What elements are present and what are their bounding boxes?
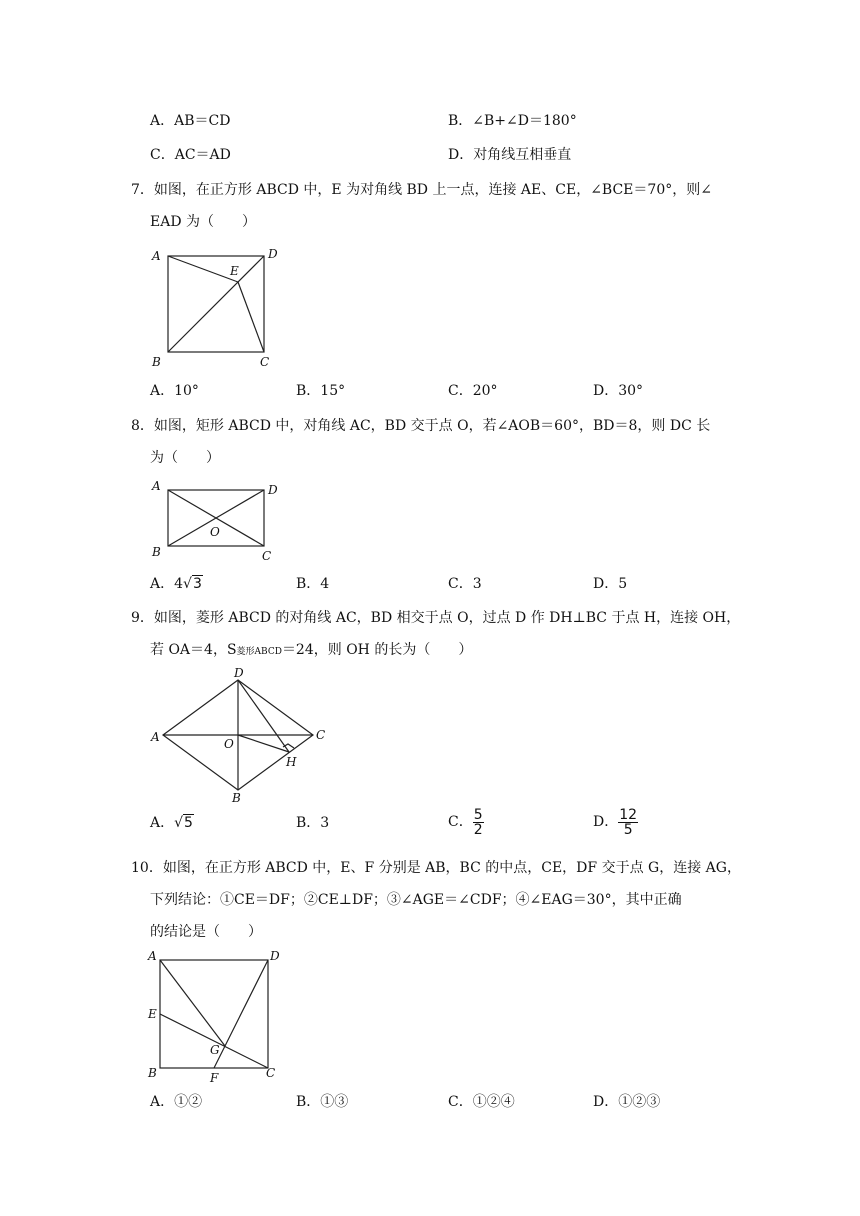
q8-option-c[interactable]: C．3 [448, 576, 482, 592]
q10-label-c: C [266, 1066, 276, 1080]
q10-option-d[interactable]: D．①②③ [593, 1094, 661, 1110]
q9-option-d[interactable] [593, 805, 638, 839]
q10-stem-line1: 10．如图，在正方形 ABCD 中，E、F 分别是 AB，BC 的中点，CE，DF 交于点 G，连接 AG， [131, 860, 741, 876]
q9-option-d-numerator: 12 [619, 806, 638, 823]
q7-label-e: E [230, 264, 239, 278]
q10-label-a: A [148, 949, 157, 963]
q9-option-a-radicand: 5 [184, 815, 193, 831]
q7-stem-line1: 7．如图，在正方形 ABCD 中，E 为对角线 BD 上一点，连接 AE、CE，∠BCE＝70°，则∠ [131, 182, 712, 198]
fraction [618, 808, 638, 837]
q9-option-d-prefix: D． [593, 814, 619, 830]
q6-option-d[interactable]: D．对角线互相垂直 [448, 147, 572, 163]
q7-label-b: B [152, 355, 161, 369]
q9-option-c-numerator: 5 [473, 806, 483, 823]
q7-label-c: C [260, 355, 270, 369]
q8-option-a-radicand: 3 [192, 576, 202, 592]
q9-label-a: A [151, 730, 160, 744]
fraction [473, 808, 484, 837]
q6-option-a[interactable]: A．AB＝CD [150, 113, 231, 129]
q9-label-d: D [234, 666, 244, 680]
q8-figure [148, 478, 288, 564]
q8-option-d[interactable]: D．5 [593, 576, 628, 592]
q8-label-b: B [152, 545, 161, 559]
q9-label-b: B [232, 791, 241, 805]
q8-label-a: A [152, 479, 161, 493]
q9-option-b[interactable]: B．3 [296, 815, 330, 831]
q7-option-a[interactable]: A．10° [150, 383, 199, 399]
q10-label-f: F [210, 1071, 219, 1084]
q10-label-g: G [210, 1043, 220, 1057]
q7-option-d[interactable]: D．30° [593, 383, 644, 399]
q9-option-c-denominator: 2 [473, 821, 483, 838]
q8-label-d: D [268, 483, 278, 497]
q10-label-d: D [270, 949, 280, 963]
q10-stem-line2: 下列结论：①CE＝DF；②CE⊥DF；③∠AGE＝∠CDF；④∠EAG＝30°，其中正确 [150, 892, 682, 908]
q9-stem-line2-post: ＝24，则 OH 的长为（ ） [281, 642, 473, 658]
q7-label-d: D [268, 247, 278, 261]
q9-option-d-denominator: 5 [623, 821, 633, 838]
sqrt-symbol: √5 [174, 815, 193, 831]
q10-option-a[interactable]: A．①② [150, 1094, 203, 1110]
q8-option-a[interactable] [150, 574, 203, 594]
q10-stem-line3: 的结论是（ ） [150, 924, 262, 940]
q8-stem-line1: 8．如图，矩形 ABCD 中，对角线 AC，BD 交于点 O，若∠AOB＝60°，BD＝8，则 DC 长 [131, 418, 711, 434]
q7-figure [148, 244, 288, 372]
q7-label-a: A [152, 249, 161, 263]
q8-label-o: O [210, 525, 220, 539]
q10-option-b[interactable]: B．①③ [296, 1094, 349, 1110]
q8-label-c: C [262, 549, 272, 563]
sqrt-symbol: √3 [183, 576, 202, 592]
q6-option-b[interactable]: B．∠B+∠D＝180° [448, 113, 577, 129]
q9-option-c[interactable] [448, 805, 484, 839]
q9-option-c-prefix: C． [448, 814, 473, 830]
q8-option-a-prefix: A．4 [150, 576, 184, 592]
q9-figure [148, 664, 338, 806]
q7-option-b[interactable]: B．15° [296, 383, 346, 399]
q9-label-o: O [224, 737, 234, 751]
q8-option-b[interactable]: B．4 [296, 576, 330, 592]
q10-label-e: E [148, 1007, 157, 1021]
q9-stem-line2-pre: 若 OA＝4，S [150, 642, 237, 658]
q10-figure [146, 946, 292, 1084]
q6-option-c[interactable]: C．AC＝AD [150, 147, 231, 163]
q9-option-a-prefix: A． [150, 815, 175, 831]
q10-option-c[interactable]: C．①②④ [448, 1094, 515, 1110]
q7-option-c[interactable]: C．20° [448, 383, 498, 399]
q9-stem-line2 [150, 640, 472, 662]
q9-stem-line1: 9．如图，菱形 ABCD 的对角线 AC，BD 相交于点 O，过点 D 作 DH⊥BC 于点 H，连接 OH， [131, 610, 741, 626]
q8-stem-line2: 为（ ） [150, 450, 220, 466]
q9-stem-subscript: 菱形ABCD [236, 647, 282, 657]
q10-label-b: B [148, 1066, 157, 1080]
q7-stem-line2: EAD 为（ ） [150, 214, 257, 230]
q9-label-h: H [286, 755, 297, 769]
q9-label-c: C [316, 728, 326, 742]
q9-option-a[interactable] [150, 813, 194, 833]
